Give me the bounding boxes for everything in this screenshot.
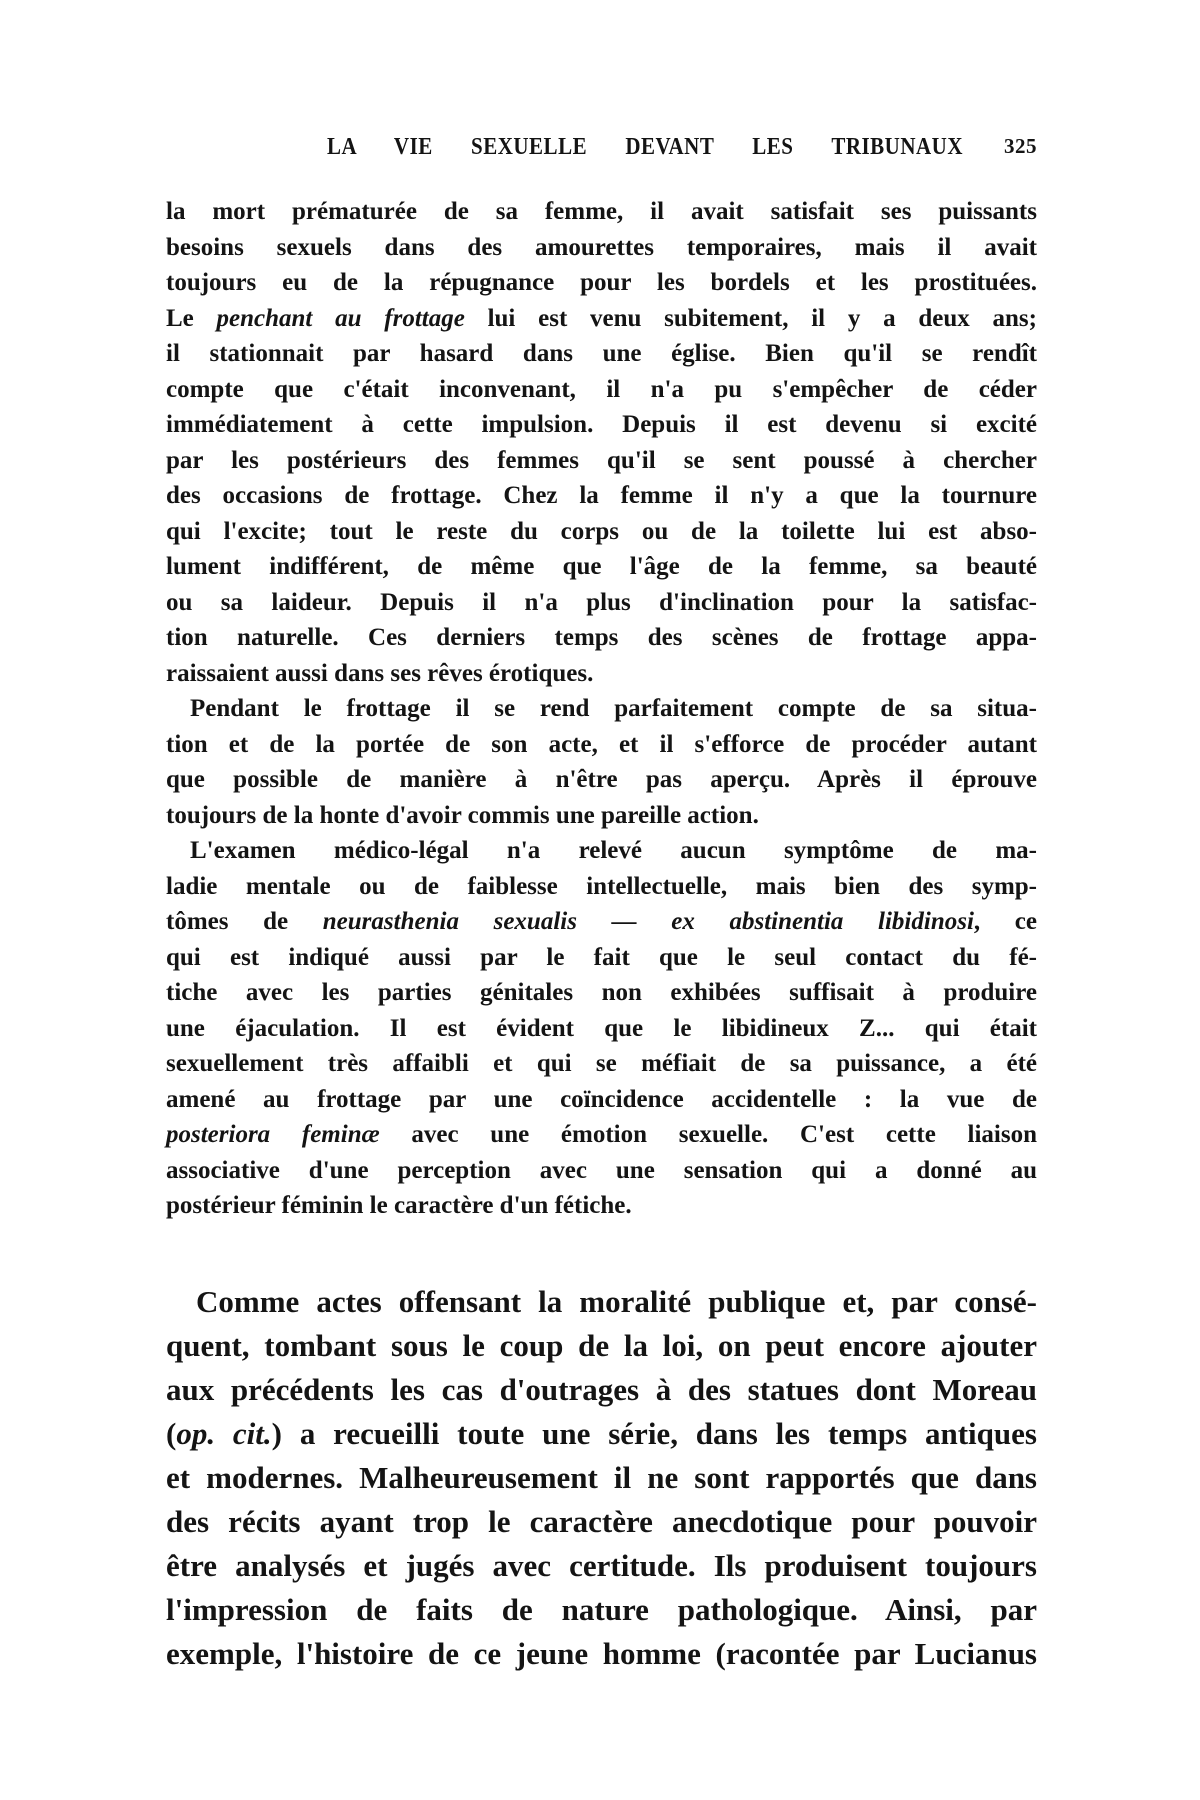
- paragraph: [166, 194, 1037, 691]
- text-line: [166, 1011, 1037, 1047]
- text-line: [166, 1544, 1037, 1588]
- text-line: [166, 620, 1037, 656]
- text-line: [166, 1456, 1037, 1500]
- text-line: [166, 1117, 1037, 1153]
- text-line: [166, 1588, 1037, 1632]
- text-run: qui l'excite; tout le reste du corps ou de la toilette lui est abso-: [166, 517, 1037, 545]
- text-block-case-report: [166, 194, 1037, 1224]
- text-run: raissaient aussi dans ses rêves érotiques.: [166, 659, 594, 687]
- text-line: [166, 1046, 1037, 1082]
- text-run: ) a recueilli toute une série, dans les temps antiques: [271, 1416, 1037, 1451]
- text-line: [166, 443, 1037, 479]
- text-run: , ce: [973, 908, 1037, 935]
- text-run: exemple, l'histoire de ce jeune homme (racontée par Lucianus: [166, 1636, 1037, 1671]
- italic-phrase: op. cit.: [176, 1416, 272, 1451]
- text-line: [166, 1280, 1037, 1324]
- text-line: [166, 798, 1037, 834]
- text-line: [166, 1153, 1037, 1189]
- text-line: [166, 336, 1037, 372]
- text-line: [166, 656, 1037, 692]
- text-run: tiche avec les parties génitales non exhibées suffisait à produire: [166, 979, 1037, 1006]
- text-run: qui est indiqué aussi par le fait que le seul contact du fé-: [166, 943, 1037, 971]
- text-run: l'impression de faits de nature pathologique. Ainsi, par: [166, 1592, 1037, 1627]
- text-run: des occasions de frottage. Chez la femme il n'y a que la tournure: [166, 482, 1037, 509]
- text-line: [166, 585, 1037, 621]
- text-run: que possible de manière à n'être pas aperçu. Après il éprouve: [166, 766, 1037, 793]
- text-line: [166, 975, 1037, 1011]
- text-line: [166, 478, 1037, 514]
- text-run: compte que c'était inconvenant, il n'a pu s'empêcher de céder: [166, 375, 1037, 403]
- text-line: [166, 1188, 1037, 1224]
- text-run: lui est venu subitement, il y a deux ans;: [464, 304, 1037, 332]
- text-run: toujours de la honte d'avoir commis une pareille action.: [166, 801, 759, 829]
- text-line: [166, 833, 1037, 869]
- text-run: Pendant le frottage il se rend parfaitement compte de sa situa-: [190, 695, 1037, 722]
- text-run: aux précédents les cas d'outrages à des statues dont Moreau: [166, 1372, 1037, 1407]
- text-line: [166, 194, 1037, 230]
- text-line: [166, 727, 1037, 763]
- text-line: [166, 549, 1037, 585]
- italic-phrase: penchant au frottage: [216, 304, 465, 332]
- text-line: [166, 691, 1037, 727]
- text-line: [166, 904, 1037, 940]
- text-run: ladie mentale ou de faiblesse intellectuelle, mais bien des symp-: [166, 872, 1037, 900]
- paragraph: [166, 691, 1037, 833]
- text-run: associative d'une perception avec une sensation qui a donné au: [166, 1156, 1037, 1184]
- text-line: [166, 407, 1037, 443]
- text-line: [166, 301, 1037, 337]
- text-run: L'examen médico-légal n'a relevé aucun symptôme de ma-: [190, 837, 1037, 864]
- text-run: postérieur féminin le caractère d'un fétiche.: [166, 1192, 632, 1219]
- text-run: la mort prématurée de sa femme, il avait satisfait ses puissants: [166, 198, 1037, 225]
- text-line: [166, 1632, 1037, 1676]
- text-run: sexuellement très affaibli et qui se méfiait de sa puissance, a été: [166, 1050, 1037, 1077]
- text-line: [166, 1324, 1037, 1368]
- paragraph: [166, 1280, 1037, 1676]
- text-line: [166, 762, 1037, 798]
- text-line: [166, 1368, 1037, 1412]
- page-number: 325: [1004, 134, 1037, 158]
- text-line: [166, 1082, 1037, 1118]
- text-line: [166, 230, 1037, 266]
- text-run: une éjaculation. Il est évident que le libidineux Z... qui était: [166, 1014, 1037, 1042]
- text-run: ou sa laideur. Depuis il n'a plus d'inclination pour la satisfac-: [166, 588, 1037, 616]
- text-run: être analysés et jugés avec certitude. Ils produisent toujours: [166, 1548, 1037, 1583]
- text-run: Comme actes offensant la moralité publique et, par consé-: [196, 1284, 1037, 1319]
- text-run: par les postérieurs des femmes qu'il se sent poussé à chercher: [166, 446, 1037, 474]
- text-run: avec une émotion sexuelle. C'est cette liaison: [379, 1121, 1037, 1148]
- running-head-title: LA VIE SEXUELLE DEVANT LES TRIBUNAUX: [327, 132, 963, 160]
- text-line: [166, 940, 1037, 976]
- text-run: tion naturelle. Ces derniers temps des scènes de frottage appa-: [166, 624, 1037, 651]
- text-run: immédiatement à cette impulsion. Depuis il est devenu si excité: [166, 411, 1037, 438]
- text-run: il stationnait par hasard dans une église. Bien qu'il se rendît: [166, 340, 1037, 367]
- text-run: des récits ayant trop le caractère anecdotique pour pouvoir: [166, 1504, 1037, 1539]
- text-block-statues: [166, 1280, 1037, 1676]
- text-run: tion et de la portée de son acte, et il s'efforce de procéder autant: [166, 730, 1037, 758]
- paragraph: [166, 833, 1037, 1224]
- text-run: (: [166, 1416, 177, 1451]
- text-line: [166, 265, 1037, 301]
- text-line: [166, 1500, 1037, 1544]
- text-run: Le: [166, 304, 217, 332]
- text-run: toujours eu de la répugnance pour les bordels et les prostituées.: [166, 269, 1037, 296]
- text-line: [166, 1412, 1037, 1456]
- text-line: [166, 372, 1037, 408]
- italic-phrase: posteriora feminæ: [166, 1121, 380, 1148]
- text-run: et modernes. Malheureusement il ne sont rapportés que dans: [166, 1460, 1037, 1495]
- text-run: quent, tombant sous le coup de la loi, on peut encore ajouter: [166, 1328, 1037, 1363]
- text-run: besoins sexuels dans des amourettes temporaires, mais il avait: [166, 233, 1037, 261]
- italic-phrase: neurasthenia sexualis — ex abstinentia libidinosi: [322, 908, 974, 935]
- text-run: amené au frottage par une coïncidence accidentelle : la vue de: [166, 1085, 1037, 1113]
- text-run: lument indifférent, de même que l'âge de la femme, sa beauté: [166, 553, 1037, 580]
- text-run: tômes de: [166, 908, 323, 935]
- text-line: [166, 869, 1037, 905]
- running-head: [166, 134, 1037, 164]
- text-line: [166, 514, 1037, 550]
